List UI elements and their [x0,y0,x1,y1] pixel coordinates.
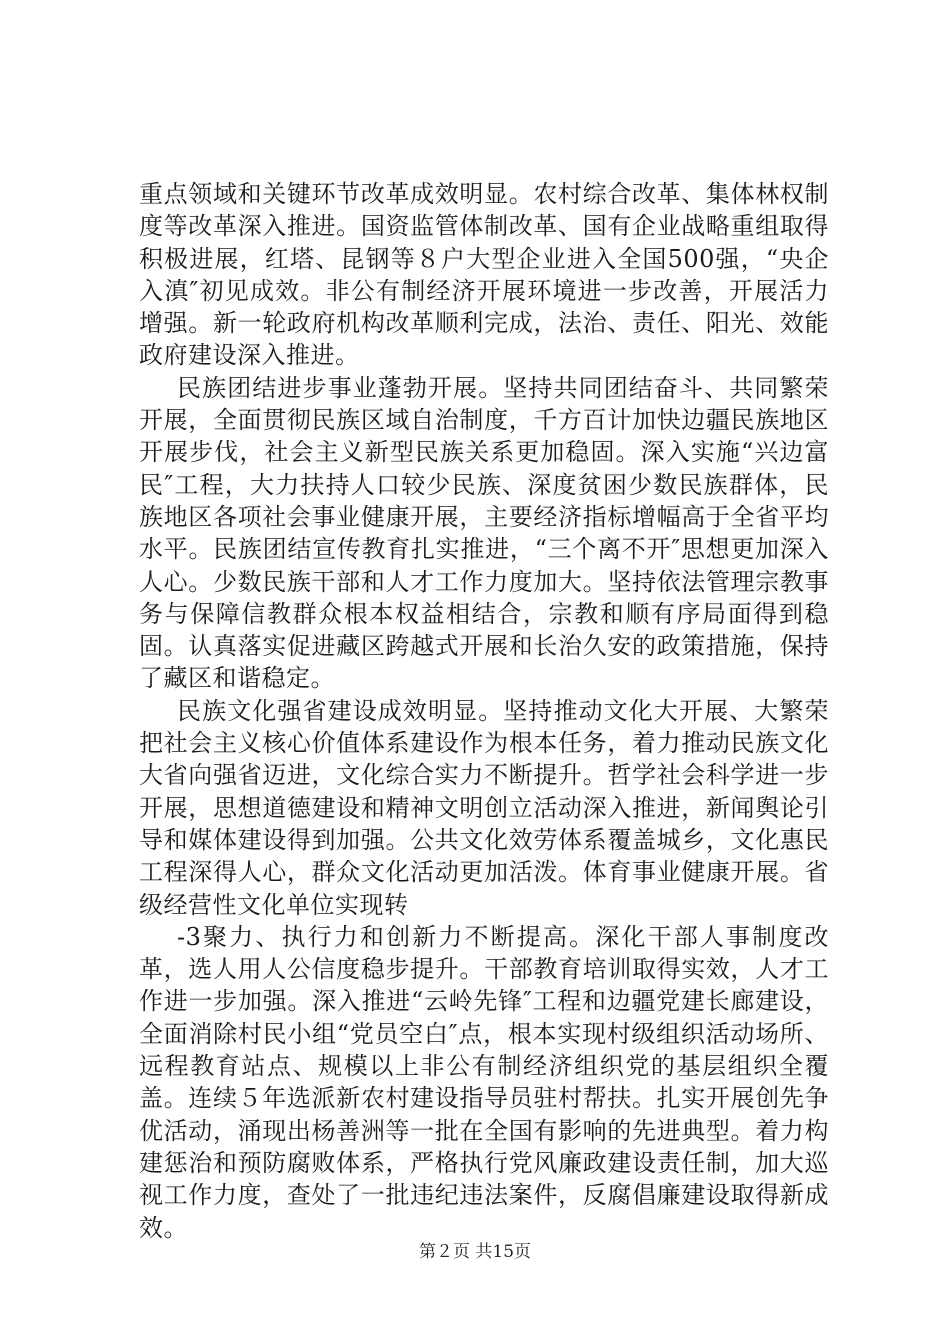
page-number-footer: 第２页 共15页 [418,1242,532,1262]
paragraph-ethnic-unity: 民族团结进步事业蓬勃开展。坚持共同团结奋斗、共同繁荣开展，全面贯彻民族区域自治制度，千方百计加快边疆民族地区开展步伐，社会主义新型民族关系更加稳固。深入实施“兴边富民″工程，大力扶持人口较少民族、深度贫困少数民族群体，民族地区各项社会事业健康开展，主要经济指标增幅高于全省平均水平。民族团结宣传教育扎实推进，“三个离不开″思想更加深入人心。少数民族干部和人才工作力度加大。坚持依法管理宗教事务与保障信教群众根本权益相结合，宗教和顺有序局面得到稳固。认真落实促进藏区跨越式开展和长治久安的政策措施，保持了藏区和谐稳定。 [139,373,829,693]
paragraph-reform: 重点领域和关键环节改革成效明显。农村综合改革、集体林权制度等改革深入推进。国资监管体制改革、国有企业战略重组取得积极进展，红塔、昆钢等８户大型企业进入全国500强，“央企入滇″初见成效。非公有制经济开展环境进一步改善，开展活力增强。新一轮政府机构改革顺利完成，法治、责任、阳光、效能政府建设深入推进。 [139,180,829,370]
body-text [139,178,829,1244]
paragraph-culture: 民族文化强省建设成效明显。坚持推动文化大开展、大繁荣把社会主义核心价值体系建设作为根本任务，着力推动民族文化大省向强省迈进，文化综合实力不断提升。哲学社会科学进一步开展，思想道德建设和精神文明创立活动深入推进，新闻舆论引导和媒体建设得到加强。公共文化效劳体系覆盖城乡，文化惠民工程深得人心，群众文化活动更加活泼。体育事业健康开展。省级经营性文化单位实现转 [139,696,829,919]
paragraph-party-building: -3聚力、执行力和创新力不断提高。深化干部人事制度改革，选人用人公信度稳步提升。干部教育培训取得实效，人才工作进一步加强。深入推进“云岭先锋″工程和边疆党建长廊建设，全面消除村民小组“党员空白″点，根本实现村级组织活动场所、远程教育站点、规模以上非公有制经济组织党的基层组织全覆盖。连续５年选派新农村建设指导员驻村帮扶。扎实开展创先争优活动，涌现出杨善洲等一批在全国有影响的先进典型。着力构建惩治和预防腐败体系，严格执行党风廉政建设责任制，加大巡视工作力度，查处了一批违纪违法案件，反腐倡廉建设取得新成效。 [139,922,829,1242]
